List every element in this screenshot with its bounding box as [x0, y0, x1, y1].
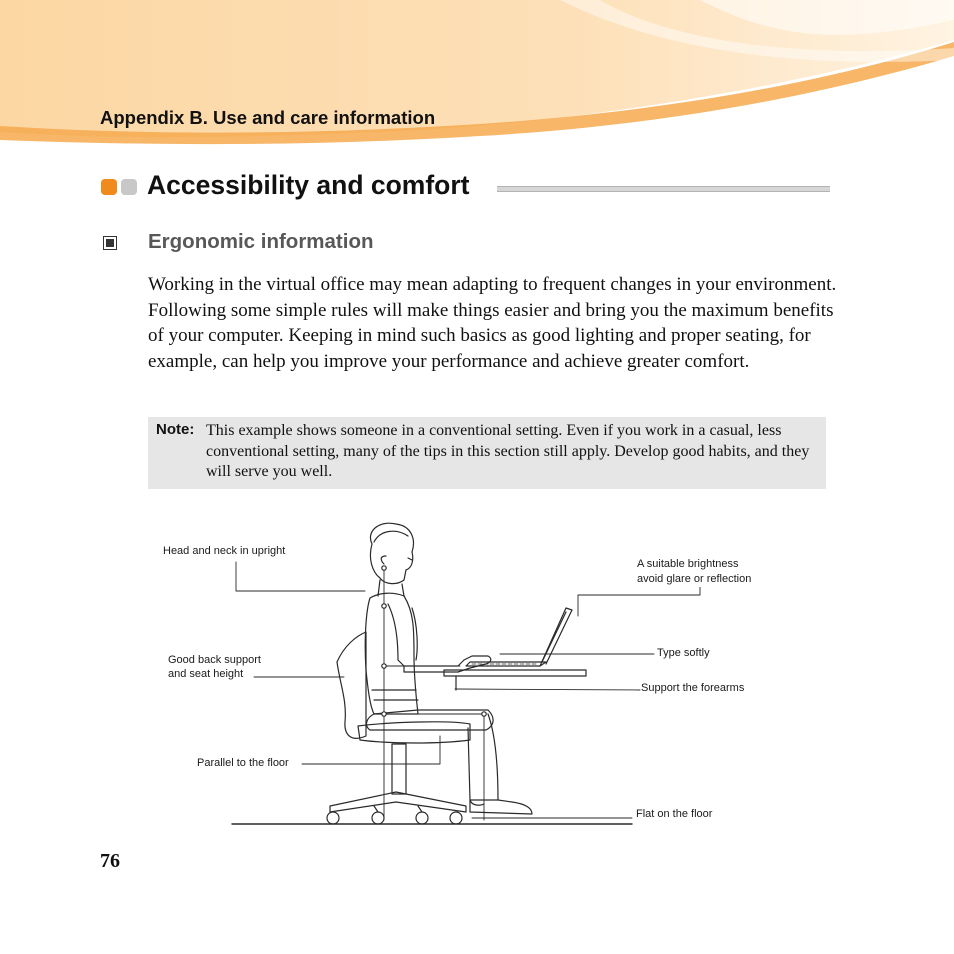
section-rule: [497, 186, 830, 192]
seated-person-drawing: [0, 500, 954, 840]
label-back-support-line1: Good back support: [168, 654, 261, 666]
section-title: Accessibility and comfort: [147, 170, 470, 200]
section-heading: [100, 170, 830, 206]
body-paragraph: Working in the virtual office may mean adapting to frequent changes in your environment. Following some simple rules will make things easier and bring you the maximum benefits of your computer. Keeping in mind such basics as good lighting and proper seating, for example, can help you improve your performance and achieve greater comfort.: [148, 274, 837, 372]
label-back-support-line2: and seat height: [168, 668, 244, 680]
grey-bullet-icon: [121, 179, 137, 195]
note-box: [148, 417, 826, 489]
page-number: 76: [100, 850, 120, 872]
label-parallel-floor: Parallel to the floor: [197, 757, 289, 769]
subsection-title: Ergonomic information: [148, 230, 374, 253]
square-bullet-icon: [103, 236, 117, 250]
label-flat-floor: Flat on the floor: [636, 808, 713, 820]
label-brightness-line2: avoid glare or reflection: [637, 573, 752, 585]
label-type-softly: Type softly: [657, 647, 710, 659]
orange-bullet-icon: [101, 179, 117, 195]
label-head-neck: Head and neck in upright: [163, 545, 286, 557]
chapter-heading: Appendix B. Use and care information: [100, 107, 436, 128]
label-support-forearms: Support the forearms: [641, 682, 745, 694]
label-brightness-line1: A suitable brightness: [637, 558, 739, 570]
note-label: Note:: [156, 421, 195, 438]
note-text: This example shows someone in a conventional setting. Even if you work in a casual, less conventional setting, many of the tips in this section still apply. Develop good habits, and they will serve you well.: [206, 422, 810, 480]
ergonomic-illustration: [0, 500, 954, 840]
